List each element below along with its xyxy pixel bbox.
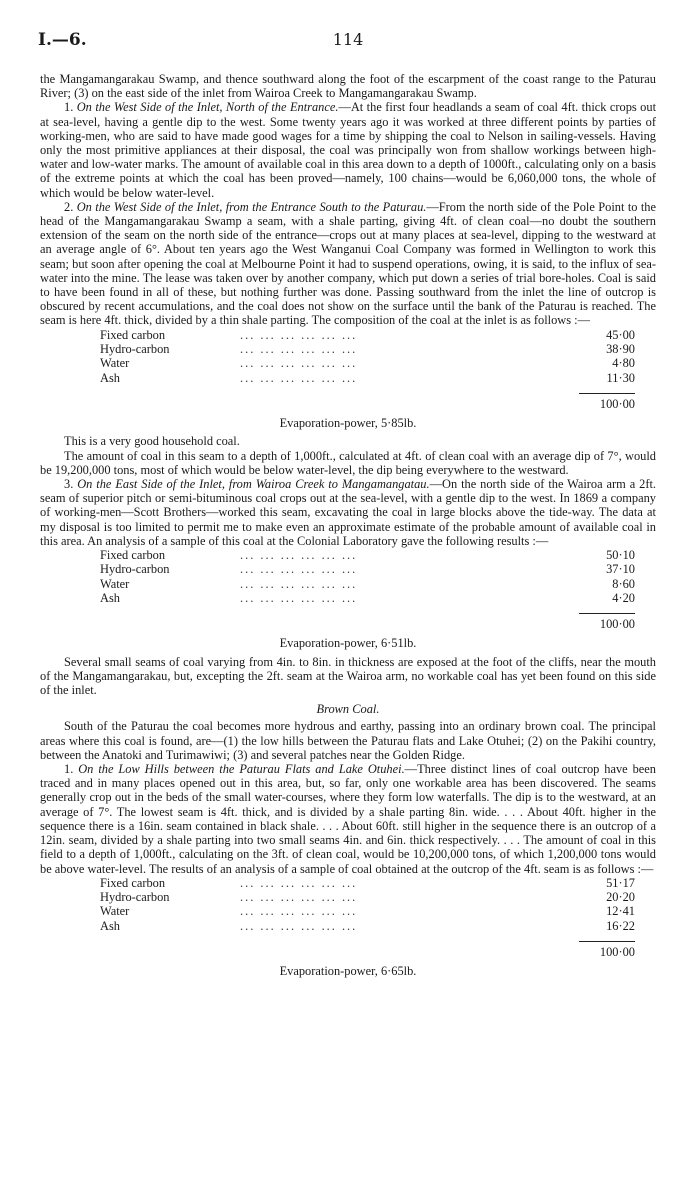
paragraph-east-side — [40, 477, 656, 548]
row-label: Hydro-carbon — [100, 890, 170, 904]
row-label: Hydro-carbon — [100, 562, 170, 577]
table-row — [100, 904, 635, 918]
section-title-brown-coal: Brown Coal. — [316, 702, 380, 717]
row-value: 45·00 — [606, 327, 635, 342]
table-row — [100, 562, 635, 576]
row-value: 16·22 — [606, 918, 635, 933]
row-value: 4·80 — [612, 356, 635, 371]
row-value: 11·30 — [606, 370, 635, 385]
analysis-table-1 — [100, 328, 635, 411]
leader-dots: ... ... ... ... ... ... — [240, 327, 358, 342]
table-row — [100, 342, 635, 356]
paragraph-west-side-south — [40, 200, 656, 328]
row-label: Water — [100, 904, 130, 919]
leader-dots: ... ... ... ... ... ... — [240, 341, 358, 356]
leader-dots: ... ... ... ... ... ... — [240, 890, 358, 904]
item-number: 3. — [64, 476, 78, 491]
row-value: 38·90 — [606, 341, 635, 356]
leader-dots: ... ... ... ... ... ... — [240, 904, 358, 919]
table-row — [100, 548, 635, 562]
leader-dots: ... ... ... ... ... ... — [240, 875, 358, 890]
leader-dots: ... ... ... ... ... ... — [240, 918, 358, 933]
subsection-heading: On the East Side of the Inlet, from Wairoa Creek to Mangamangatau. — [77, 476, 430, 491]
paragraph-brown-coal-areas: South of the Paturau the coal becomes more hydrous and earthy, passing into an ordinary brown coal. The principal areas where this coal is found, are—(1) the low hills between the Paturau flats and Lake Otuhei; (2) on the Pakihi country, between the Anatoki and Turimawiwi; (3) and several patches near the Golden Ridge. — [40, 719, 656, 762]
leader-dots: ... ... ... ... ... ... — [240, 370, 358, 385]
paragraph-continuation: the Mangamangarakau Swamp, and thence southward along the foot of the escarpment of the coast range to the Paturau River; (3) on the east side of the inlet from Wairoa Creek to Mangamangarakau Swamp. — [40, 72, 656, 101]
row-value: 4·20 — [612, 590, 635, 605]
leader-dots: ... ... ... ... ... ... — [240, 547, 358, 562]
paragraph-seam-amount: The amount of coal in this seam to a depth of 1,000ft., calculated at 4ft. of clean coal with an average dip of 7°, would be 19,200,000 tons, most of which would be below water-level, the dip being everywhere to the westward. — [40, 448, 656, 477]
row-label: Fixed carbon — [100, 327, 166, 342]
table-row — [100, 591, 635, 605]
row-value: 20·20 — [606, 890, 635, 904]
item-number: 1. — [64, 762, 79, 777]
paragraph-text: —On the north side of the Wairoa arm a 2ft. seam of superior pitch or semi-bituminous coal crops out at the sea-level, with a gentle dip to the west. In 1869 a company of working-men—Scott Brothers—worked this seam, excavating the coal in large blocks above the tide-way. The data at my disposal is too limited to permit me to make even an approximate estimate of the probable amount of available coal in this area. An analysis of a sample of this coal at the Colonial Laboratory gave the following results :— — [40, 476, 656, 548]
table-row — [100, 876, 635, 890]
row-value: 50·10 — [606, 547, 635, 562]
paragraph-text: —At the first four headlands a seam of coal 4ft. thick crops out at sea-level, having a gentle dip to the west. Some twenty years ago it was worked at three different points by parties of working-men, who are said to have made good wages for a time by shipping the coal to Nelson in sailing-vessels. Having only the most primitive appliances at their disposal, the coal was principally won from shallow workings between high-water and low-water marks. The amount of available coal in this area down to a depth of 1000ft., calculating only on a basis of the extreme points at which the coal has been proved—namely, 100 chains—would be 6,060,000 tons, the whole of which would be below water-level. — [40, 100, 657, 200]
paragraph-west-side-north — [40, 100, 656, 199]
table-total-row — [100, 614, 635, 632]
leader-dots: ... ... ... ... ... ... — [240, 562, 358, 577]
leader-dots: ... ... ... ... ... ... — [240, 356, 358, 371]
paragraph-household-coal: This is a very good household coal. — [64, 434, 240, 449]
row-label: Ash — [100, 918, 120, 933]
row-label: Ash — [100, 590, 120, 605]
page-header — [38, 30, 658, 52]
table-row — [100, 577, 635, 591]
item-number: 2. — [64, 199, 77, 214]
row-label: Fixed carbon — [100, 547, 166, 562]
total-value: 100·00 — [579, 614, 635, 632]
page-reference: I.—6. — [38, 30, 87, 50]
row-value: 12·41 — [606, 904, 635, 919]
document-body — [40, 72, 656, 982]
row-label: Fixed carbon — [100, 875, 166, 890]
paragraph-text: —From the north side of the Pole Point to the head of the Mangamangarakau Swamp a seam, with a shale parting, giving 4ft. of clean coal—no doubt the southern extension of the seam on the north side of the entrance—crops out at many places at sea-level, dipping to the westward at an average angle of 6°. About ten years ago the West Wanganui Coal Company was formed in Wellington to work this seam; but soon after opening the coal at Melbourne Point it had to suspend operations, owing, it is said, to the influx of sea-water into the mine. The lease was taken over by another company, which put down a series of trial bore-holes. Coal is said to have been found in all of these, but nothing further was done. Passing southward from the inlet the line of outcrop is obscured by recent accumulations, and the coal does not show on the surface until the bank of the Paturau is reached. The seam is here 4ft. thick, divided by a thin shale parting. The composition of the coal at the inlet is as follows :— — [40, 199, 656, 328]
table-row — [100, 328, 635, 342]
total-value: 100·00 — [579, 393, 635, 411]
analysis-table-2 — [100, 548, 635, 631]
row-label: Hydro-carbon — [100, 341, 170, 356]
table-row — [100, 890, 635, 904]
table-row — [100, 371, 635, 385]
table-row — [100, 356, 635, 370]
leader-dots: ... ... ... ... ... ... — [240, 576, 358, 591]
row-value: 37·10 — [606, 562, 635, 577]
total-value: 100·00 — [579, 941, 635, 959]
evaporation-power: Evaporation-power, 5·85lb. — [279, 416, 417, 431]
leader-dots: ... ... ... ... ... ... — [240, 590, 358, 605]
row-value: 51·17 — [606, 875, 635, 890]
row-label: Ash — [100, 370, 120, 385]
subsection-heading: On the West Side of the Inlet, North of the Entrance. — [76, 100, 339, 115]
page-number: 114 — [332, 30, 364, 49]
analysis-table-3 — [100, 876, 635, 959]
subsection-heading: On the West Side of the Inlet, from the Entrance South to the Paturau. — [76, 199, 427, 214]
row-label: Water — [100, 356, 130, 371]
row-value: 8·60 — [612, 576, 635, 591]
evaporation-power: Evaporation-power, 6·65lb. — [279, 964, 417, 979]
subsection-heading: On the Low Hills between the Paturau Flats and Lake Otuhei. — [78, 762, 405, 777]
row-label: Water — [100, 576, 130, 591]
paragraph-text: —Three distinct lines of coal outcrop have been traced and in many places opened out in this area, but, so far, only one workable area has been discovered. The seams generally crop out in the beds of the small water-courses, where they form low waterfalls. The dip is to the westward, at an average of 7°. The lowest seam is 4ft. thick, and is divided by a shale parting 8in. wide. . . . About 40ft. higher in the sequence there is a 16in. seam contained in black shale. . . . About 60ft. still higher in the sequence there is an outcrop of a 12in. seam, divided by a shale parting into two small seams 4in. and 6in. thick respectively. . . . The amount of coal in this field to a depth of 1,000ft., calculating on the 3ft. of clean coal, would be 10,200,000 tons, of which 1,200,000 tons would be above water-level. The results of an analysis of a sample of coal obtained at the outcrop of the 4ft. seam is as follows :— — [40, 762, 656, 876]
evaporation-power: Evaporation-power, 6·51lb. — [279, 636, 417, 651]
paragraph-low-hills — [40, 762, 656, 876]
item-number: 1. — [64, 100, 77, 115]
table-total-row — [100, 393, 635, 411]
paragraph-small-seams: Several small seams of coal varying from 4in. to 8in. in thickness are exposed at the foot of the cliffs, near the mouth of the Mangamangarakau, but, excepting the 2ft. seam at the Wairoa arm, no workable coal has yet been found on this side of the inlet. — [40, 654, 656, 698]
table-total-row — [100, 941, 635, 959]
table-row — [100, 919, 635, 933]
